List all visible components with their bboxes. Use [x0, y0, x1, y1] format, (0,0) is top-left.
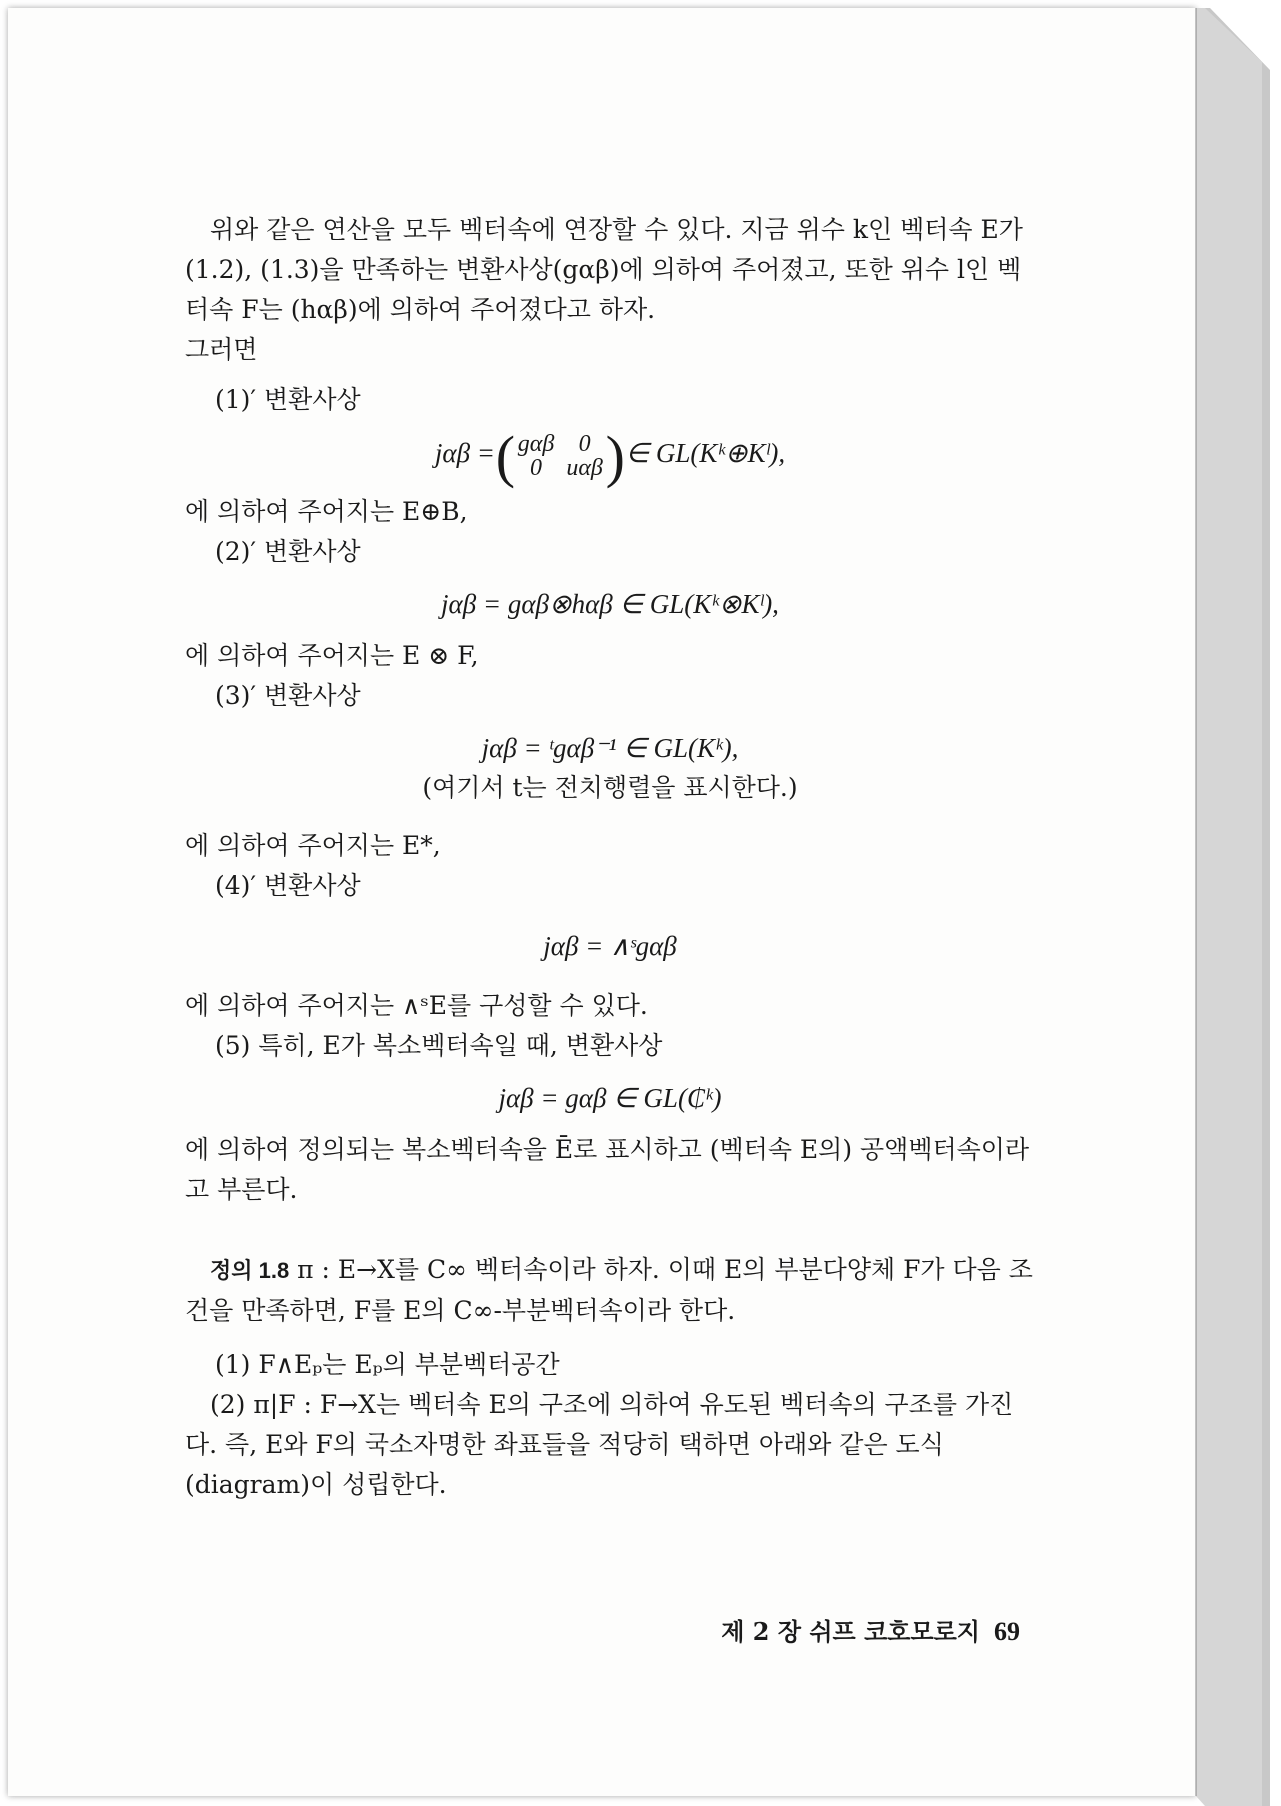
case-4-label: (4)′ 변환사상 — [215, 871, 361, 900]
case-5-result: 에 의하여 정의되는 복소벡터속을 Ē로 표시하고 (벡터속 E의) 공액벡터속이라고 부른다. — [185, 1135, 1030, 1204]
case-1-label: (1)′ 변환사상 — [215, 385, 361, 414]
matrix-eq-rhs: ∈ GL(Kᵏ⊕Kˡ), — [625, 438, 786, 469]
matrix-cell-2-1: 0 — [530, 455, 543, 481]
definition-paragraph — [185, 1250, 1035, 1331]
definition-label: 정의 1.8 — [210, 1258, 290, 1283]
case-2-equation: jαβ = gαβ⊗hαβ ∈ GL(Kᵏ⊗Kˡ), — [441, 589, 779, 619]
matrix-eq-lhs: jαβ = — [434, 438, 496, 469]
matrix-cell-1-1: gαβ — [517, 431, 555, 457]
transition-matrix — [495, 424, 625, 489]
case-2-label: (2)′ 변환사상 — [215, 537, 361, 566]
case-2-result: 에 의하여 주어지는 E ⊗ F, — [185, 641, 479, 670]
case-3-label: (3)′ 변환사상 — [215, 681, 361, 710]
page-number: 69 — [994, 1617, 1020, 1646]
matrix-cell-1-2: 0 — [578, 431, 591, 457]
intro-continuation: 그러면 — [185, 335, 258, 364]
definition-item-2: (2) π|F : F→X는 벡터속 E의 구조에 의하여 유도된 벡터속의 구조를 가진다. 즉, E와 F의 국소자명한 좌표들을 적당히 택하면 아래와 같은 도식(diagram)이 성립한다. — [185, 1390, 1014, 1499]
page-footer — [690, 1612, 1020, 1647]
definition-text: π : E→X를 C∞ 벡터속이라 하자. 이때 E의 부분다양체 F가 다음 조건을 만족하면, F를 E의 C∞-부분벡터속이라 한다. — [185, 1255, 1033, 1325]
matrix-cell-2-2: uαβ — [566, 455, 603, 481]
case-5-label: (5) 특히, E가 복소벡터속일 때, 변환사상 — [215, 1031, 663, 1060]
right-paren: ) — [605, 424, 625, 489]
chapter-title: 제 2 장 쉬프 코호모로지 — [721, 1617, 980, 1646]
intro-paragraph: 위와 같은 연산을 모두 벡터속에 연장할 수 있다. 지금 위수 k인 벡터속 E가 (1.2), (1.3)을 만족하는 변환사상(gαβ)에 의하여 주어졌고, 또한 위수 l인 벡터속 F는 (hαβ)에 의하여 주어졌다고 하자. — [185, 215, 1023, 324]
case-3-equation: jαβ = ᵗgαβ⁻¹ ∈ GL(Kᵏ), — [481, 733, 739, 763]
case-3-note: (여기서 t는 전치행렬을 표시한다.) — [422, 773, 798, 802]
page-body — [185, 210, 1035, 1505]
case-4-result: 에 의하여 주어지는 ∧ˢE를 구성할 수 있다. — [185, 991, 648, 1020]
matrix-equation — [185, 424, 1035, 489]
case-1-result: 에 의하여 주어지는 E⊕B, — [185, 497, 468, 526]
case-4-equation: jαβ = ∧ˢgαβ — [543, 931, 677, 961]
definition-item-1: (1) F∧Eₚ는 Eₚ의 부분벡터공간 — [215, 1350, 560, 1379]
case-3-result: 에 의하여 주어지는 E*, — [185, 831, 441, 860]
left-paren: ( — [495, 424, 516, 489]
case-5-equation: jαβ = gαβ ∈ GL(₵ᵏ) — [498, 1083, 722, 1113]
